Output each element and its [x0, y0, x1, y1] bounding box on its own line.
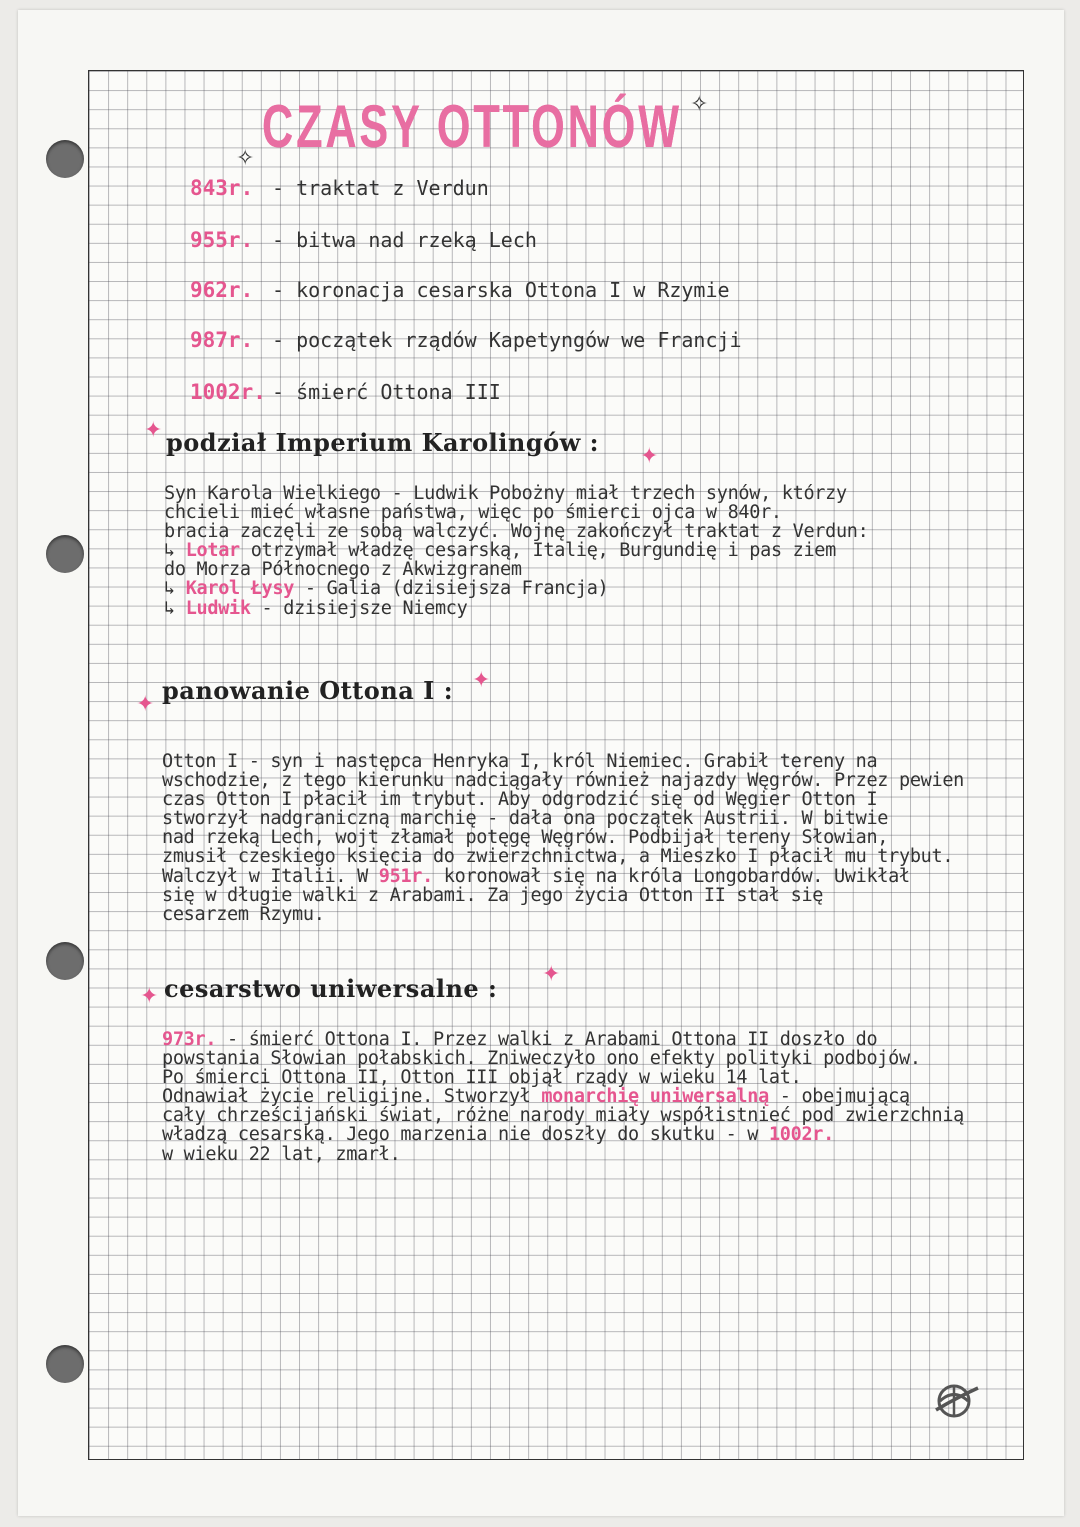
text: otrzymał władzę cesarską, Italię, Burgundię i pas ziem: [239, 540, 836, 562]
arrow-icon: ↳: [164, 597, 186, 619]
highlight-name: Lotar: [185, 540, 240, 562]
text-line: [162, 1125, 964, 1144]
text-line: nad rzeką Lech, wojt złamał potęgę Węgrów. Podbijał tereny Słowian,: [162, 827, 889, 849]
section-heading: panowanie Ottona I :: [162, 676, 454, 705]
highlight-term: monarchię uniwersalną: [541, 1086, 769, 1108]
timeline-year: 987r.: [190, 328, 254, 352]
sparkle-icon: ✦: [144, 418, 163, 443]
text-line: do Morza Północnego z Akwizgranem: [164, 559, 522, 581]
text: Odnawiał życie religijne. Stworzył: [162, 1086, 542, 1108]
list-item: [164, 541, 868, 560]
highlight-name: Karol Łysy: [185, 578, 295, 600]
timeline-item: [190, 380, 501, 404]
text-line: bracia zaczęli ze sobą walczyć. Wojnę zakończył traktat z Verdun:: [164, 521, 869, 543]
timeline-year: 962r.: [190, 278, 254, 302]
globe-logo-icon: [930, 1380, 982, 1420]
binder-hole: [46, 1345, 84, 1383]
paragraph-panowanie: [162, 752, 964, 924]
binder-hole: [46, 140, 84, 178]
sparkle-icon: ✦: [472, 668, 491, 693]
section-heading: podział Imperium Karolingów :: [166, 428, 599, 457]
text-line: cesarzem Rzymu.: [162, 903, 325, 925]
timeline-event: - koronacja cesarska Ottona I w Rzymie: [272, 278, 730, 302]
text-line: się w długie walki z Arabami. Za jego życia Otton II stał się: [162, 884, 824, 906]
timeline-item: [190, 228, 537, 252]
text-line: powstania Słowian połabskich. Zniweczyło ono efekty polityki podbojów.: [162, 1048, 921, 1070]
binder-hole: [46, 942, 84, 980]
timeline-year: 955r.: [190, 228, 254, 252]
section-heading: cesarstwo uniwersalne :: [164, 974, 498, 1003]
text: - śmierć Ottona I. Przez walki z Arabami Ottona II doszło do: [216, 1029, 878, 1050]
text-line: Otton I - syn i następca Henryka I, król Niemiec. Grabił tereny na: [162, 751, 878, 772]
list-item: [164, 599, 868, 618]
page-title: CZASY OTTONÓW: [262, 93, 682, 160]
highlight-year: 951r.: [378, 865, 433, 887]
text: koronował się na króla Longobardów. Uwikłał: [432, 865, 910, 887]
list-item: [164, 579, 868, 598]
text-line: Po śmierci Ottona II, Otton III objął rządy w wieku 14 lat.: [162, 1067, 802, 1089]
binder-hole: [46, 535, 84, 573]
arrow-icon: ↳: [164, 540, 186, 562]
text-line: [162, 867, 964, 886]
text: - obejmującą: [768, 1086, 910, 1108]
sparkle-icon: ✧: [690, 92, 709, 117]
text-line: w wieku 22 lat, zmarł.: [162, 1143, 401, 1165]
text: władzą cesarską. Jego marzenia nie doszły do skutku - w: [162, 1124, 769, 1146]
timeline-year: 843r.: [190, 176, 254, 200]
text-line: cały chrześcijański świat, różne narody miały współistnieć pod zwierzchnią: [162, 1105, 965, 1127]
text-line: chcieli mieć własne państwa, więc po śmierci ojca w 840r.: [164, 502, 782, 524]
sparkle-icon: ✦: [640, 444, 659, 469]
sparkle-icon: ✧: [236, 146, 255, 171]
sparkle-icon: ✦: [140, 984, 159, 1009]
sparkle-icon: ✦: [542, 962, 561, 987]
timeline-event: - traktat z Verdun: [272, 176, 489, 200]
timeline-item: [190, 176, 489, 200]
timeline-event: - początek rządów Kapetyngów we Francji: [272, 328, 742, 352]
timeline-year: 1002r.: [190, 380, 266, 404]
text: Walczył w Italii. W: [162, 865, 379, 887]
sparkle-icon: ✦: [136, 692, 155, 717]
paragraph-cesarstwo: [162, 1030, 964, 1164]
text: - Galia (dzisiejsza Francja): [294, 578, 609, 600]
text-line: wschodzie, z tego kierunku nadciągały również najazdy Węgrów. Przez pewien: [162, 770, 965, 792]
timeline-item: [190, 328, 742, 352]
highlight-year: 1002r.: [768, 1124, 834, 1146]
highlight-name: Ludwik: [185, 597, 251, 619]
text-line: Syn Karola Wielkiego - Ludwik Pobożny miał trzech synów, którzy: [164, 483, 847, 504]
timeline-item: [190, 278, 730, 302]
text-line: [162, 1030, 964, 1049]
text: - dzisiejsze Niemcy: [250, 597, 468, 619]
arrow-icon: ↳: [164, 578, 186, 600]
text-line: stworzył nadgraniczną marchię - dała ona początek Austrii. W bitwie: [162, 808, 889, 830]
timeline-event: - bitwa nad rzeką Lech: [272, 228, 537, 252]
text-line: zmusił czeskiego księcia do zwierzchnictwa, a Mieszko I płacił mu trybut.: [162, 846, 954, 868]
paragraph-podzial: [164, 484, 868, 618]
text-line: czas Otton I płacił im trybut. Aby odgrodzić się od Węgier Otton I: [162, 789, 878, 811]
text-line: [162, 1087, 964, 1106]
highlight-year: 973r.: [162, 1029, 217, 1050]
timeline-event: - śmierć Ottona III: [272, 380, 501, 404]
